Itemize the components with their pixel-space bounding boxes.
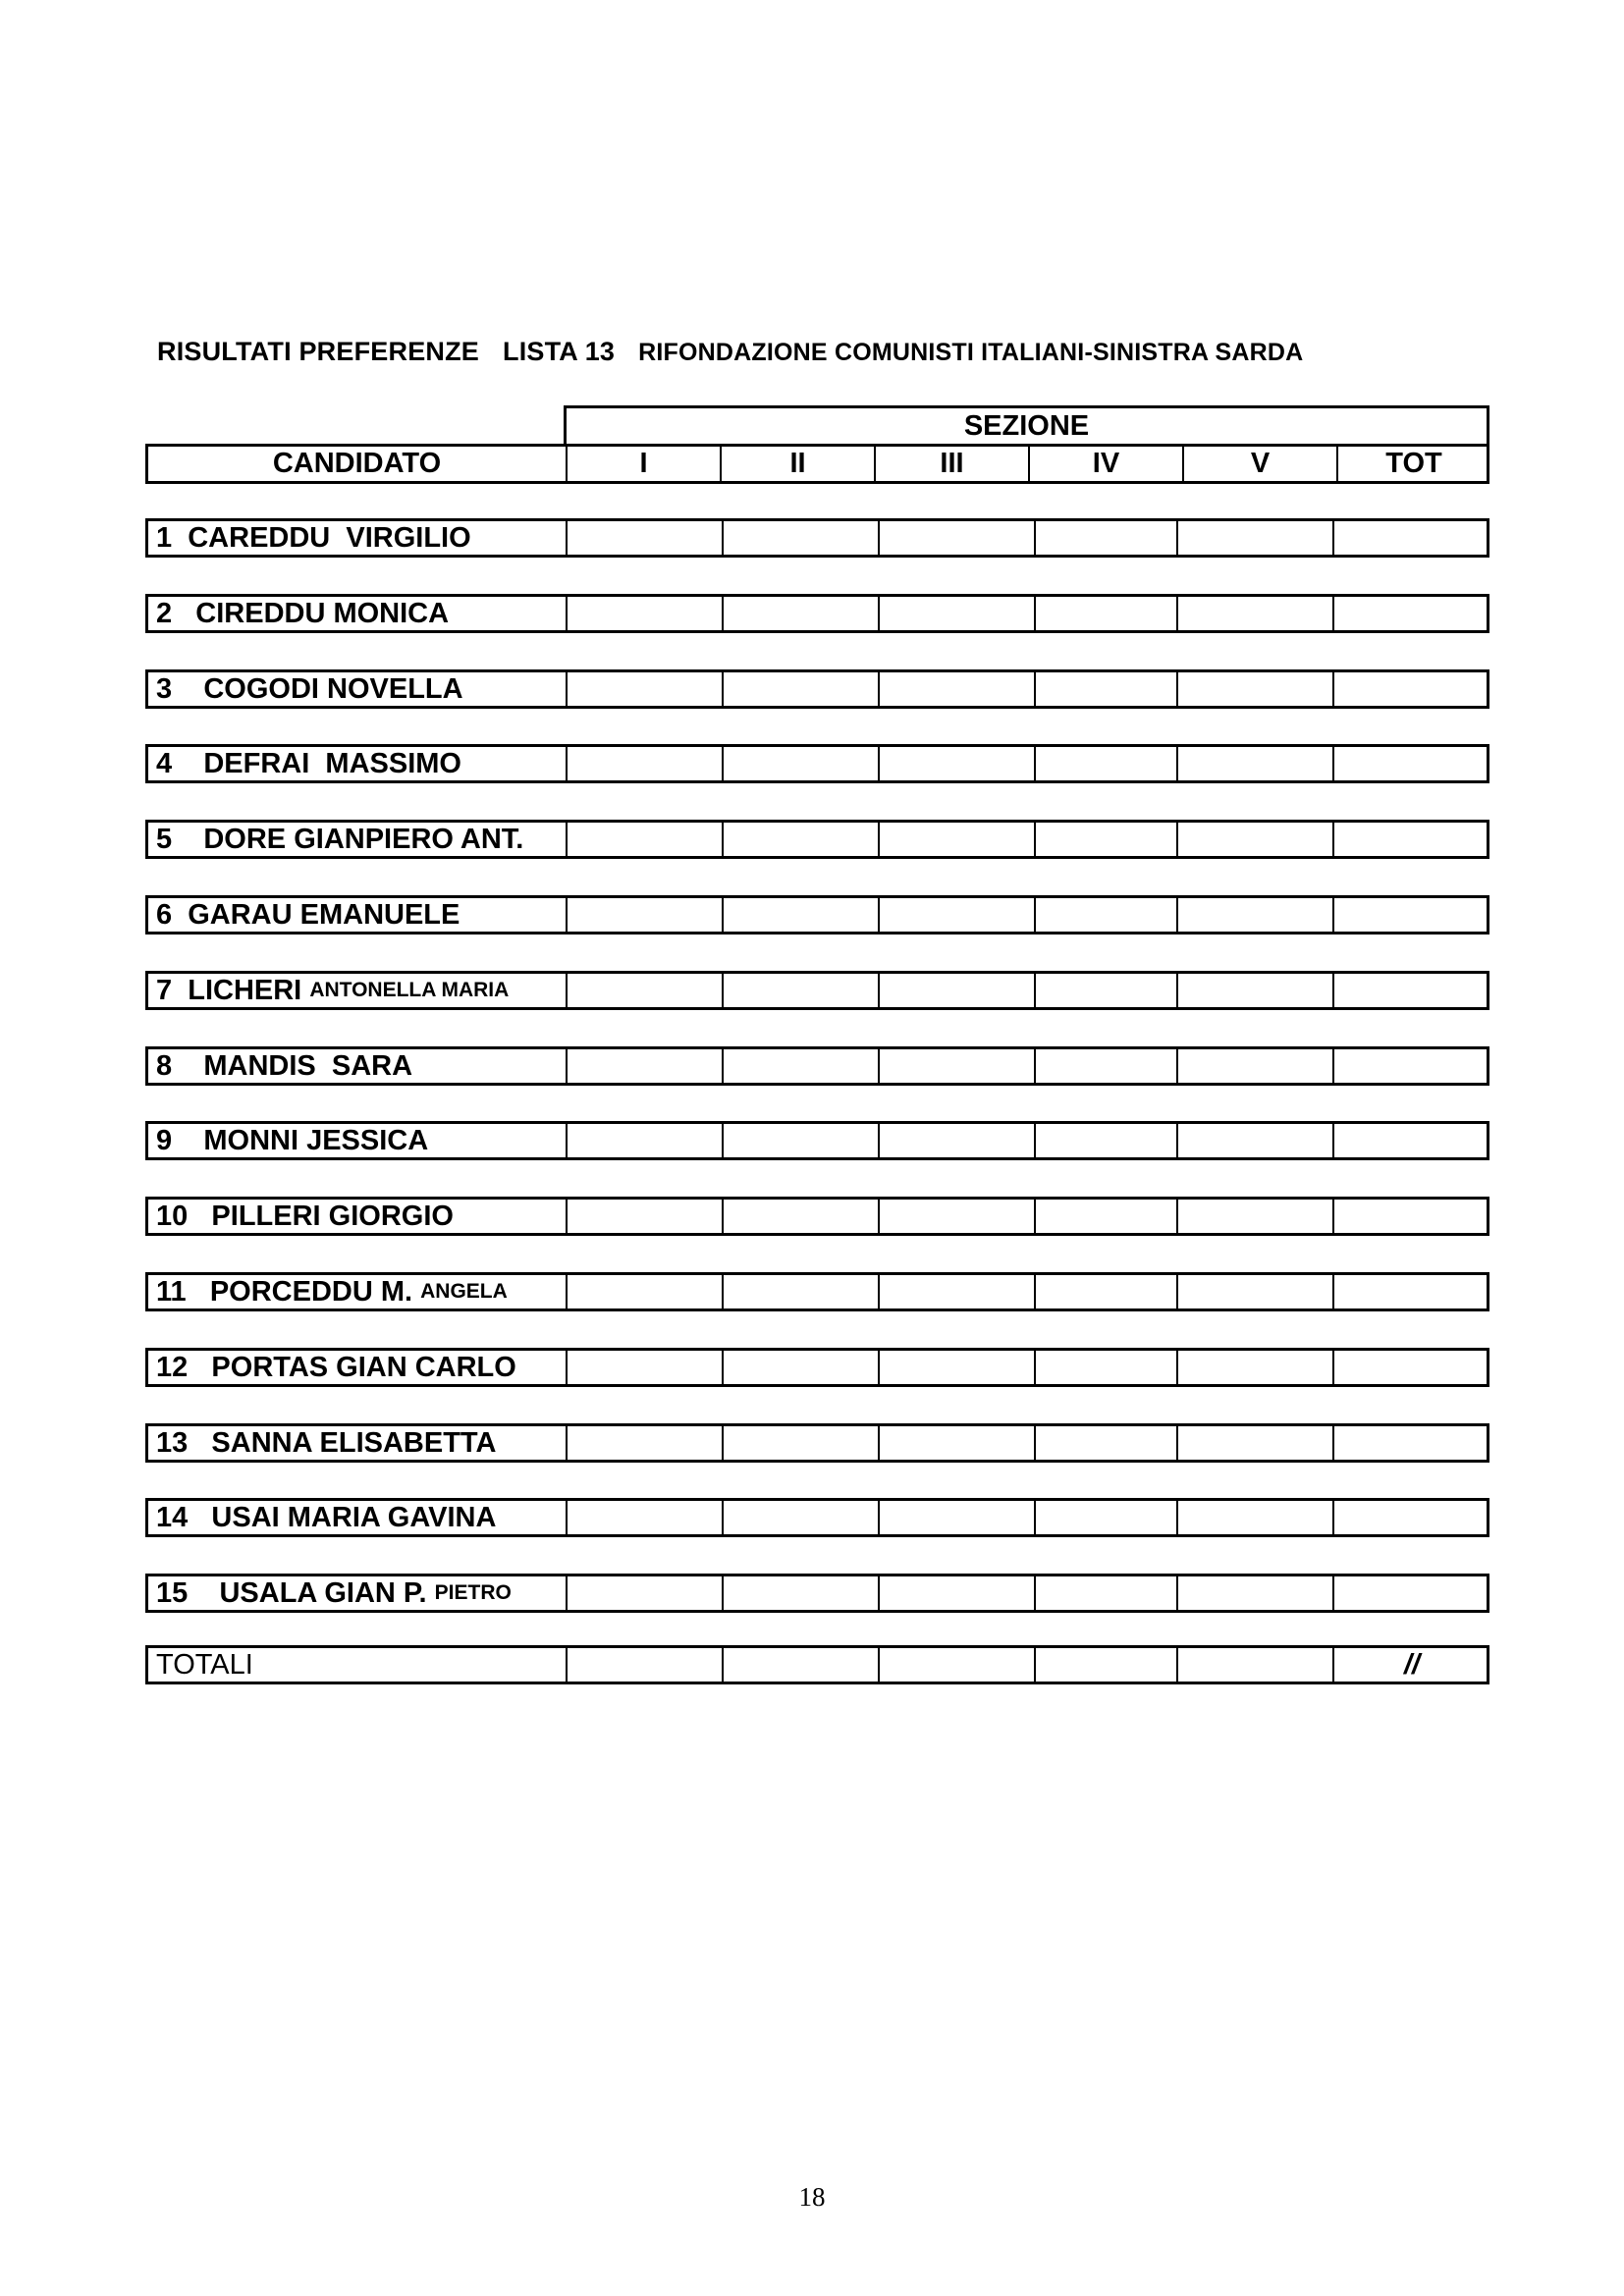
vote-cell-iii[interactable] (878, 898, 1034, 932)
vote-cell-iii[interactable] (878, 1501, 1034, 1534)
vote-cell-iv[interactable] (1034, 521, 1176, 555)
candidate-name (148, 1576, 573, 1610)
vote-cell-tot[interactable] (1332, 1501, 1489, 1534)
vote-cell-ii[interactable] (722, 1200, 878, 1233)
vote-cell-v[interactable] (1176, 1124, 1332, 1157)
page-title (157, 337, 1303, 367)
candidate-name (148, 1124, 573, 1157)
candidate-name (148, 823, 573, 856)
vote-cell-tot[interactable] (1332, 597, 1489, 630)
totals-cell-iv[interactable] (1034, 1648, 1176, 1682)
title-heading: RISULTATI PREFERENZE (157, 337, 479, 366)
vote-cell-v[interactable] (1176, 1351, 1332, 1384)
candidate-name (148, 974, 573, 1007)
candidate-name (148, 672, 573, 706)
vote-cell-tot[interactable] (1332, 898, 1489, 932)
vote-cell-i[interactable] (566, 898, 722, 932)
vote-cell-iv[interactable] (1034, 672, 1176, 706)
table-row (145, 1272, 1489, 1311)
vote-cell-i[interactable] (566, 974, 722, 1007)
vote-cell-iii[interactable] (878, 1275, 1034, 1308)
candidate-name-main: 3 COGODI NOVELLA (156, 672, 463, 705)
vote-cell-i[interactable] (566, 1049, 722, 1083)
candidate-name (148, 597, 573, 630)
vote-cell-tot[interactable] (1332, 1275, 1489, 1308)
candidate-name (148, 1049, 573, 1083)
sezione-label: SEZIONE (963, 409, 1090, 442)
candidate-name (148, 1426, 573, 1460)
vote-cell-v[interactable] (1176, 521, 1332, 555)
vote-cell-v[interactable] (1176, 1049, 1332, 1083)
candidate-name (148, 521, 573, 555)
table-row (145, 1498, 1489, 1537)
table-row (145, 1423, 1489, 1463)
totals-cell-i[interactable] (566, 1648, 722, 1682)
vote-cell-iii[interactable] (878, 521, 1034, 555)
vote-cell-iv[interactable] (1034, 1049, 1176, 1083)
candidate-name (148, 1351, 573, 1384)
candidate-name-main: 14 USAI MARIA GAVINA (156, 1501, 497, 1533)
sezione-group-header (564, 405, 1489, 447)
vote-cell-iv[interactable] (1034, 1501, 1176, 1534)
vote-cell-iv[interactable] (1034, 974, 1176, 1007)
candidate-column-header: CANDIDATO (272, 448, 442, 479)
vote-cell-i[interactable] (566, 1124, 722, 1157)
vote-cell-tot[interactable] (1332, 747, 1489, 780)
totals-cell-iii[interactable] (878, 1648, 1034, 1682)
column-header-ii: II (720, 447, 874, 481)
vote-cell-v[interactable] (1176, 1501, 1332, 1534)
vote-cell-v[interactable] (1176, 1426, 1332, 1460)
vote-cell-iv[interactable] (1034, 597, 1176, 630)
vote-cell-tot[interactable] (1332, 1124, 1489, 1157)
table-row (145, 1197, 1489, 1236)
totals-row (145, 1645, 1489, 1684)
candidate-name-detail: ANTONELLA MARIA (309, 979, 510, 1001)
vote-cell-iii[interactable] (878, 823, 1034, 856)
vote-cell-ii[interactable] (722, 1049, 878, 1083)
totals-label: TOTALI (156, 1648, 253, 1681)
vote-cell-ii[interactable] (722, 1124, 878, 1157)
vote-cell-iii[interactable] (878, 597, 1034, 630)
vote-cell-tot[interactable] (1332, 1426, 1489, 1460)
vote-cell-iii[interactable] (878, 672, 1034, 706)
vote-cell-ii[interactable] (722, 823, 878, 856)
vote-cell-iii[interactable] (878, 1576, 1034, 1610)
vote-cell-i[interactable] (566, 1576, 722, 1610)
vote-cell-i[interactable] (566, 1351, 722, 1384)
vote-cell-iii[interactable] (878, 1351, 1034, 1384)
vote-cell-ii[interactable] (722, 1351, 878, 1384)
candidate-name-main: 7 LICHERI (156, 974, 310, 1006)
vote-cell-ii[interactable] (722, 747, 878, 780)
vote-cell-iv[interactable] (1034, 1200, 1176, 1233)
totals-cell-tot (1332, 1648, 1489, 1682)
vote-cell-i[interactable] (566, 672, 722, 706)
vote-cell-iii[interactable] (878, 1049, 1034, 1083)
vote-cell-iv[interactable] (1034, 1124, 1176, 1157)
vote-cell-ii[interactable] (722, 1576, 878, 1610)
page-number: 18 (798, 2182, 826, 2212)
vote-cell-v[interactable] (1176, 1200, 1332, 1233)
vote-cell-v[interactable] (1176, 823, 1332, 856)
vote-cell-tot[interactable] (1332, 823, 1489, 856)
vote-cell-i[interactable] (566, 597, 722, 630)
vote-cell-iv[interactable] (1034, 1576, 1176, 1610)
vote-cell-ii[interactable] (722, 521, 878, 555)
table-row (145, 1046, 1489, 1086)
vote-cell-tot[interactable] (1332, 1200, 1489, 1233)
vote-cell-iii[interactable] (878, 747, 1034, 780)
vote-cell-iii[interactable] (878, 1426, 1034, 1460)
column-header-i: I (566, 447, 720, 481)
table-row (145, 1348, 1489, 1387)
title-party-name: RIFONDAZIONE COMUNISTI ITALIANI-SINISTRA SARDA (638, 339, 1304, 366)
vote-cell-ii[interactable] (722, 1426, 878, 1460)
candidate-name-main: 4 DEFRAI MASSIMO (156, 747, 461, 779)
vote-cell-ii[interactable] (722, 974, 878, 1007)
vote-cell-ii[interactable] (722, 1275, 878, 1308)
vote-cell-ii[interactable] (722, 898, 878, 932)
candidate-name-main: 8 MANDIS SARA (156, 1049, 413, 1082)
vote-cell-i[interactable] (566, 1200, 722, 1233)
vote-cell-i[interactable] (566, 747, 722, 780)
vote-cell-tot[interactable] (1332, 521, 1489, 555)
totals-cell-v[interactable] (1176, 1648, 1332, 1682)
vote-cell-tot[interactable] (1332, 1351, 1489, 1384)
candidate-name-main: 2 CIREDDU MONICA (156, 597, 450, 629)
vote-cell-v[interactable] (1176, 974, 1332, 1007)
totals-cell-ii[interactable] (722, 1648, 878, 1682)
vote-cell-tot[interactable] (1332, 1049, 1489, 1083)
totals-tot-mark: // (1403, 1648, 1421, 1681)
column-header-tot: TOT (1336, 447, 1489, 481)
column-header-iv: IV (1028, 447, 1182, 481)
vote-cell-i[interactable] (566, 1501, 722, 1534)
candidate-name-main: 5 DORE GIANPIERO ANT. (156, 823, 524, 855)
vote-cell-v[interactable] (1176, 1576, 1332, 1610)
candidate-name (148, 1200, 573, 1233)
vote-cell-v[interactable] (1176, 1275, 1332, 1308)
candidate-name (148, 1501, 573, 1534)
vote-cell-iv[interactable] (1034, 1426, 1176, 1460)
vote-cell-v[interactable] (1176, 672, 1332, 706)
vote-cell-iv[interactable] (1034, 747, 1176, 780)
candidate-name-main: 9 MONNI JESSICA (156, 1124, 429, 1156)
candidate-name-detail: PIETRO (434, 1581, 512, 1604)
candidate-name-main: 13 SANNA ELISABETTA (156, 1426, 497, 1459)
vote-cell-tot[interactable] (1332, 1576, 1489, 1610)
candidate-name (148, 1275, 573, 1308)
table-row (145, 744, 1489, 783)
vote-cell-iii[interactable] (878, 1200, 1034, 1233)
candidate-name (148, 747, 573, 780)
table-row (145, 895, 1489, 934)
candidate-name-main: 6 GARAU EMANUELE (156, 898, 460, 931)
vote-cell-i[interactable] (566, 521, 722, 555)
vote-cell-ii[interactable] (722, 597, 878, 630)
table-row (145, 669, 1489, 709)
vote-cell-v[interactable] (1176, 747, 1332, 780)
vote-cell-ii[interactable] (722, 672, 878, 706)
table-row (145, 1121, 1489, 1160)
table-row (145, 1574, 1489, 1613)
candidate-name-main: 11 PORCEDDU M. (156, 1275, 421, 1308)
candidate-name-main: 1 CAREDDU VIRGILIO (156, 521, 471, 554)
vote-cell-i[interactable] (566, 1275, 722, 1308)
vote-cell-tot[interactable] (1332, 974, 1489, 1007)
table-row (145, 971, 1489, 1010)
vote-cell-iv[interactable] (1034, 1275, 1176, 1308)
vote-cell-v[interactable] (1176, 898, 1332, 932)
vote-cell-iii[interactable] (878, 974, 1034, 1007)
candidate-name-detail: ANGELA (420, 1280, 508, 1303)
vote-cell-tot[interactable] (1332, 672, 1489, 706)
vote-cell-ii[interactable] (722, 1501, 878, 1534)
candidate-name-main: 10 PILLERI GIORGIO (156, 1200, 454, 1232)
table-row (145, 820, 1489, 859)
candidate-name (148, 898, 573, 932)
table-row (145, 518, 1489, 558)
title-list-number: LISTA 13 (503, 337, 616, 366)
vote-cell-i[interactable] (566, 1426, 722, 1460)
column-header-row (145, 444, 1489, 484)
vote-cell-iii[interactable] (878, 1124, 1034, 1157)
table-row (145, 594, 1489, 633)
column-header-iii: III (874, 447, 1028, 481)
candidate-name-main: 12 PORTAS GIAN CARLO (156, 1351, 516, 1383)
candidate-name-main: 15 USALA GIAN P. (156, 1576, 435, 1609)
vote-cell-iv[interactable] (1034, 823, 1176, 856)
vote-cell-iv[interactable] (1034, 898, 1176, 932)
vote-cell-v[interactable] (1176, 597, 1332, 630)
vote-cell-iv[interactable] (1034, 1351, 1176, 1384)
column-header-v: V (1182, 447, 1336, 481)
vote-cell-i[interactable] (566, 823, 722, 856)
